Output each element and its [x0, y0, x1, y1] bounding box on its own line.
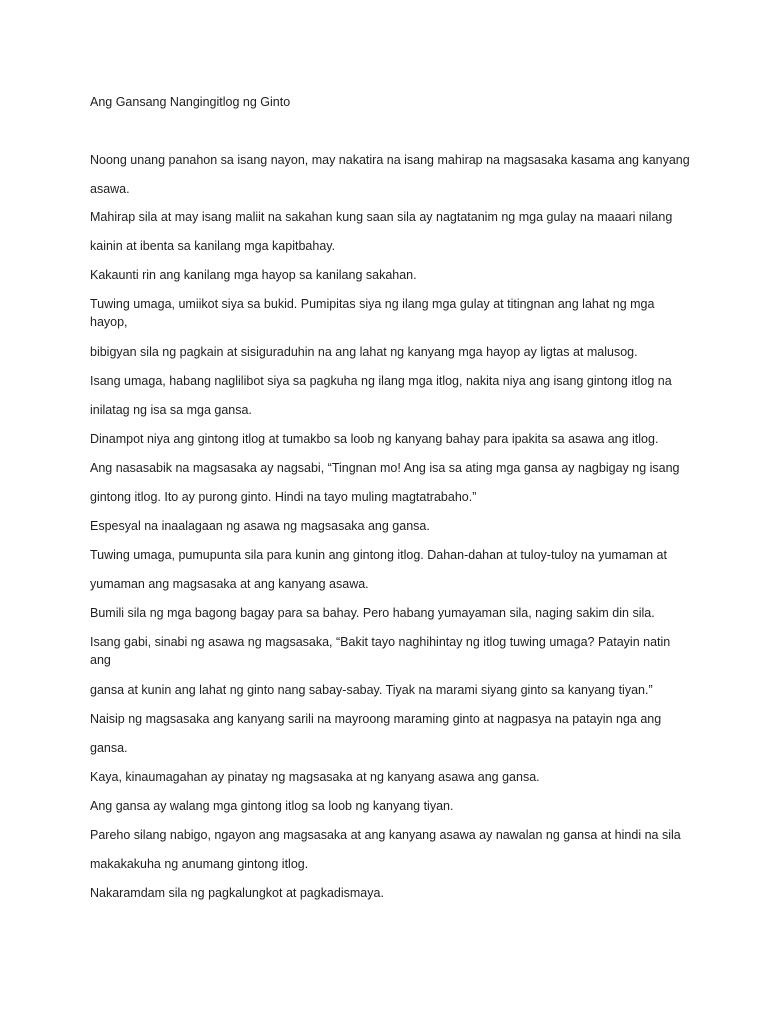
text-line: Dinampot niya ang gintong itlog at tumakbo sa loob ng kanyang bahay para ipakita sa asawa ang itlog.	[90, 432, 659, 446]
text-line: ang	[90, 653, 111, 667]
text-line: Isang gabi, sinabi ng asawa ng magsasaka, “Bakit tayo naghihintay ng itlog tuwing umaga? Patayin natin	[90, 635, 671, 649]
text-line: bibigyan sila ng pagkain at sisiguraduhin na ang lahat ng kanyang mga hayop ay ligtas at malusog.	[90, 345, 638, 359]
text-line: inilatag ng isa sa mga gansa.	[90, 403, 252, 417]
text-line: Tuwing umaga, umiikot siya sa bukid. Pumipitas siya ng ilang mga gulay at titingnan ang lahat ng mga	[90, 297, 655, 311]
text-line: Isang umaga, habang naglilibot siya sa pagkuha ng ilang mga itlog, nakita niya ang isang gintong itlog na	[90, 374, 672, 388]
text-line: Kaya, kinaumagahan ay pinatay ng magsasaka at ng kanyang asawa ang gansa.	[90, 770, 540, 784]
text-line: hayop,	[90, 315, 128, 329]
text-line: Tuwing umaga, pumupunta sila para kunin ang gintong itlog. Dahan-dahan at tuloy-tuloy na yumaman at	[90, 548, 667, 562]
text-line: asawa.	[90, 182, 130, 196]
text-line: Noong unang panahon sa isang nayon, may nakatira na isang mahirap na magsasaka kasama ang kanyang	[90, 153, 690, 167]
text-line: makakakuha ng anumang gintong itlog.	[90, 857, 309, 871]
text-line: Ang nasasabik na magsasaka ay nagsabi, “Tingnan mo! Ang isa sa ating mga gansa ay nagbigay ng isang	[90, 461, 680, 475]
text-line: Nakaramdam sila ng pagkalungkot at pagkadismaya.	[90, 886, 384, 900]
text-line: Bumili sila ng mga bagong bagay para sa bahay. Pero habang yumayaman sila, naging sakim din sila.	[90, 606, 655, 620]
document-title: Ang Gansang Nangingitlog ng Ginto	[90, 95, 291, 109]
text-line: Mahirap sila at may isang maliit na sakahan kung saan sila ay nagtatanim ng mga gulay na maaari nilang	[90, 210, 673, 224]
text-line: gintong itlog. Ito ay purong ginto. Hindi na tayo muling magtatrabaho.”	[90, 490, 477, 504]
text-line: Naisip ng magsasaka ang kanyang sarili na mayroong maraming ginto at nagpasya na patayin nga ang	[90, 712, 662, 726]
text-line: Kakaunti rin ang kanilang mga hayop sa kanilang sakahan.	[90, 268, 417, 282]
text-line: Pareho silang nabigo, ngayon ang magsasaka at ang kanyang asawa ay nawalan ng gansa at hindi na sila	[90, 828, 681, 842]
text-line: gansa at kunin ang lahat ng ginto nang sabay-sabay. Tiyak na marami siyang ginto sa kanyang tiyan.”	[90, 683, 653, 697]
text-line: yumaman ang magsasaka at ang kanyang asawa.	[90, 577, 369, 591]
text-line: Ang gansa ay walang mga gintong itlog sa loob ng kanyang tiyan.	[90, 799, 454, 813]
text-line: kainin at ibenta sa kanilang mga kapitbahay.	[90, 239, 336, 253]
text-line: gansa.	[90, 741, 128, 755]
text-line: Espesyal na inaalagaan ng asawa ng magsasaka ang gansa.	[90, 519, 430, 533]
